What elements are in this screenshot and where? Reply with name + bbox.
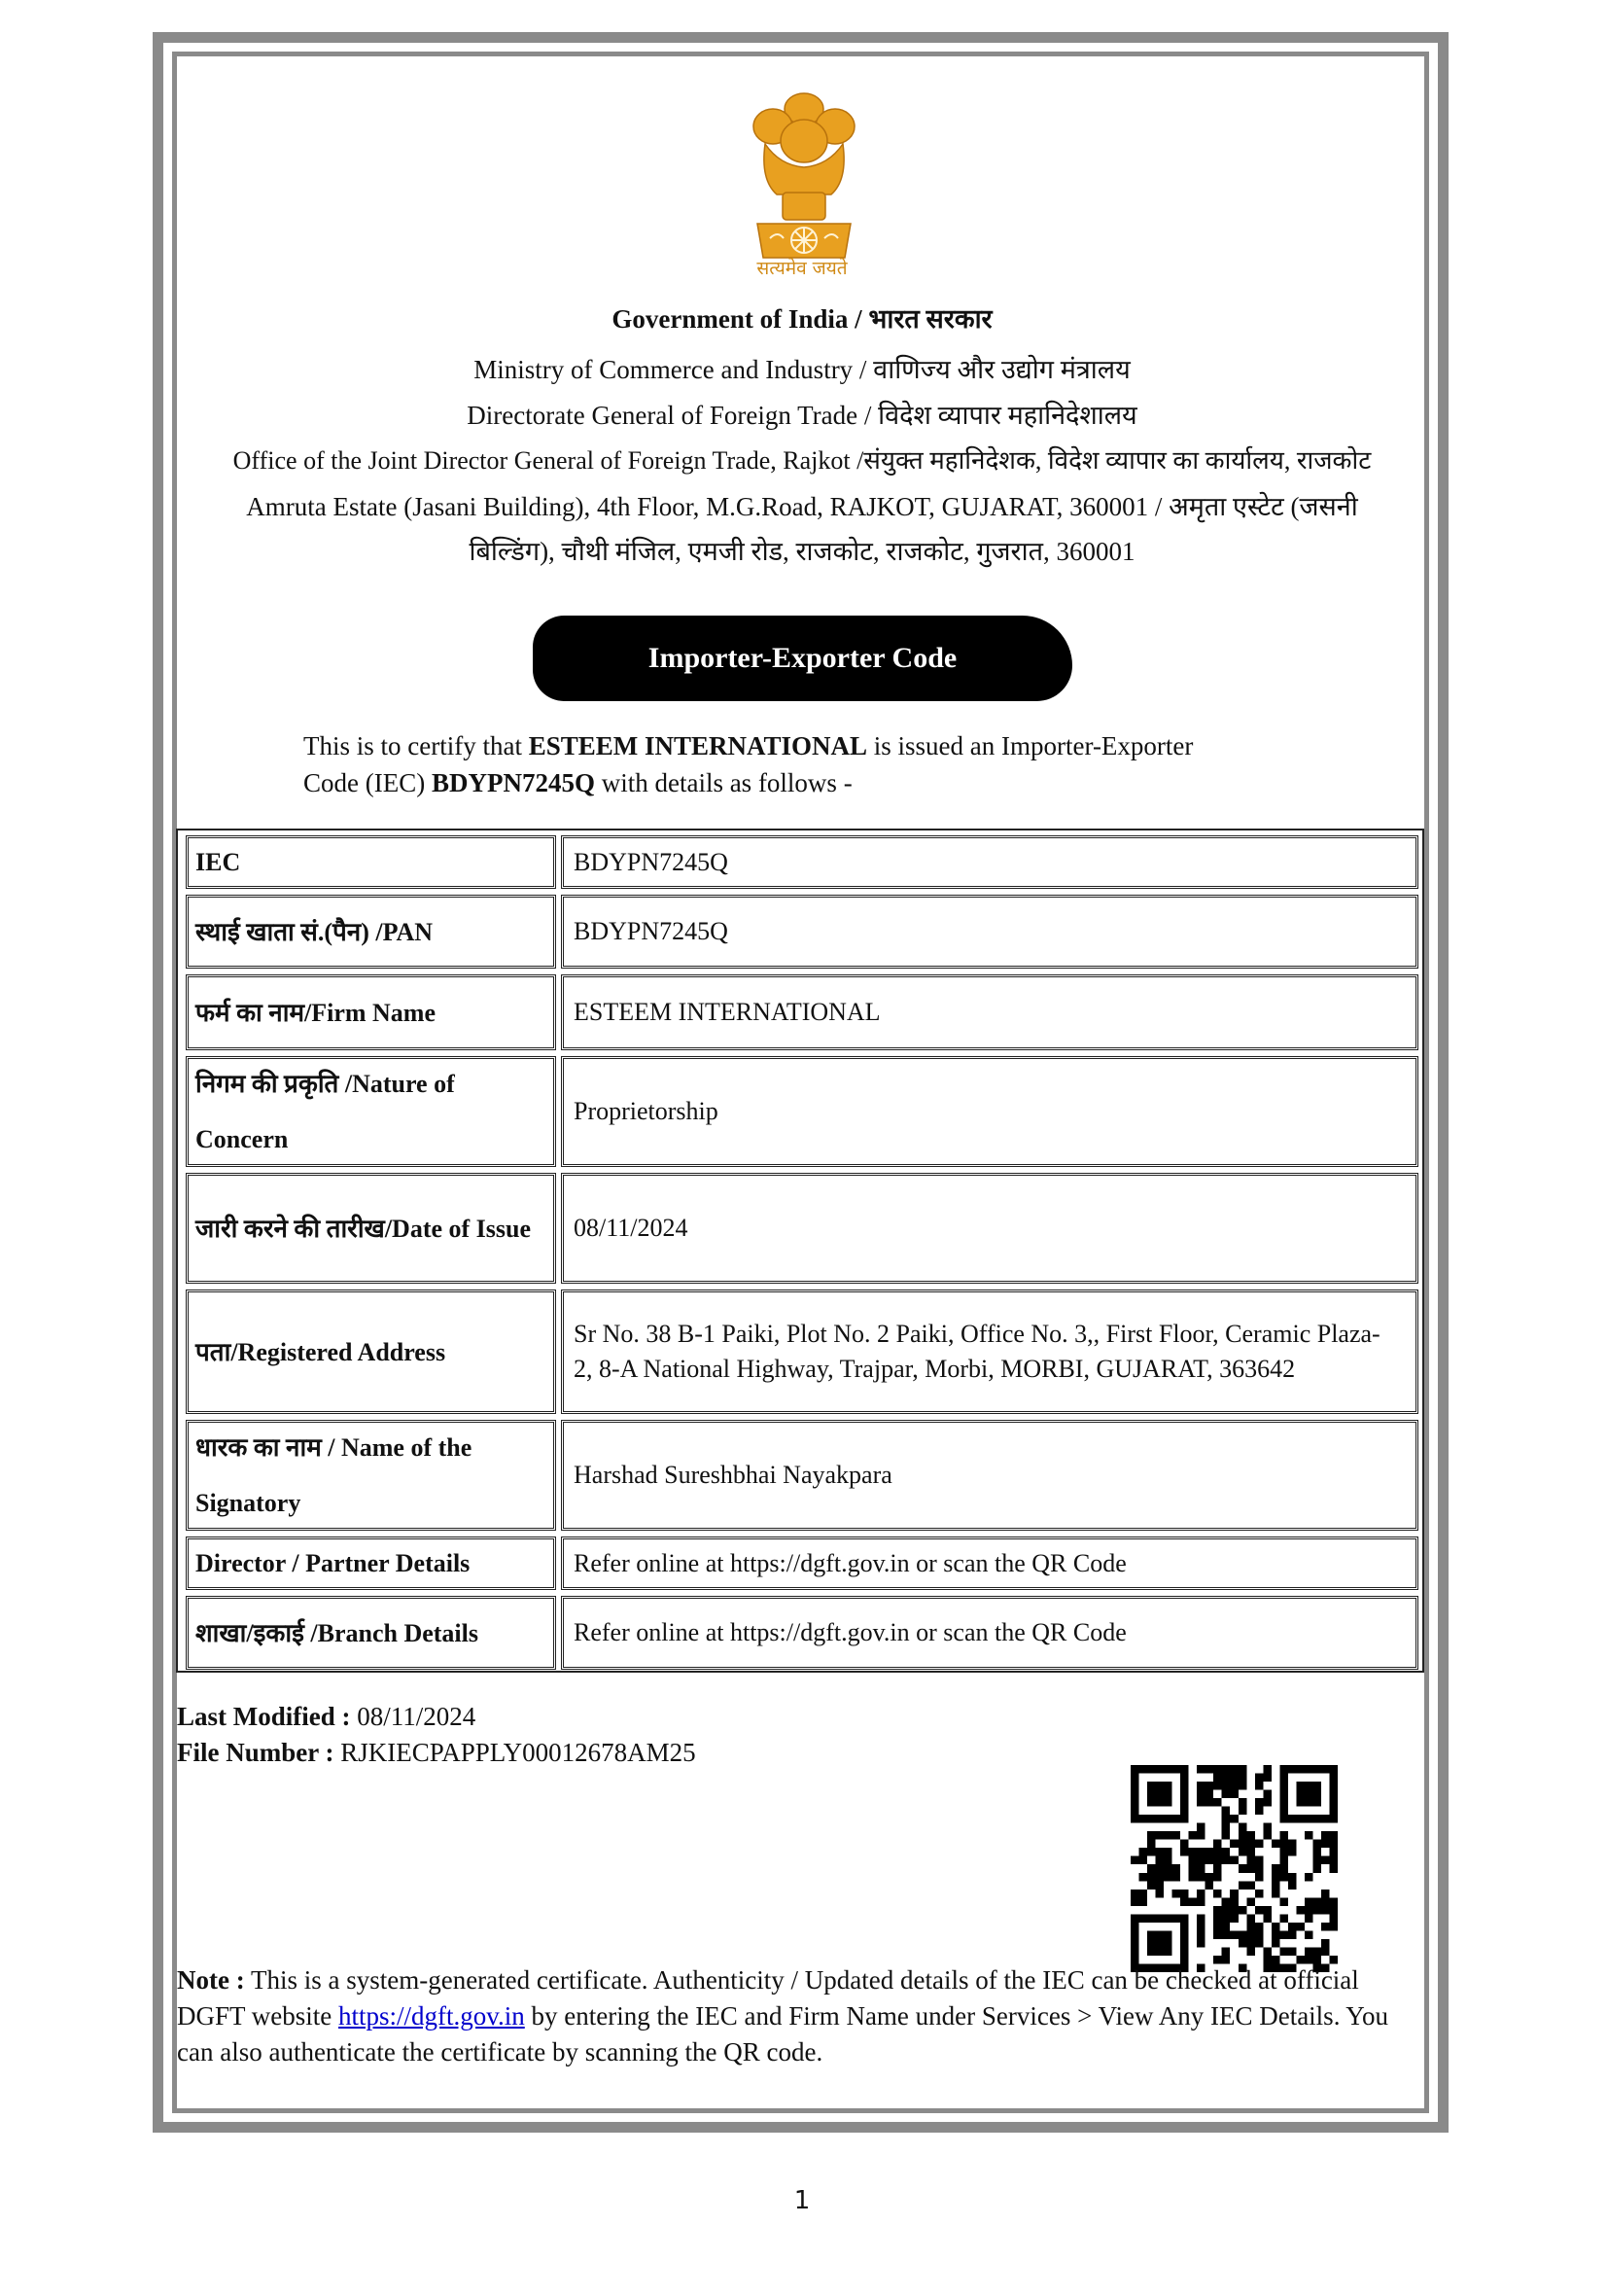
table-row	[182, 1173, 1418, 1284]
row-value: Sr No. 38 B-1 Paiki, Plot No. 2 Paiki, Office No. 3,, First Floor, Ceramic Plaza- 2, 8-A National Highway, Trajpar, Morbi, MORBI, GUJARAT, 363642	[561, 1289, 1418, 1414]
table-row	[182, 1056, 1418, 1167]
row-value: Harshad Sureshbhai Nayakpara	[561, 1420, 1418, 1531]
row-value: BDYPN7245Q	[561, 895, 1418, 969]
table-row	[182, 1420, 1418, 1531]
address-line-2: बिल्डिंग), चौथी मंजिल, एमजी रोड, राजकोट, राजकोट, गुजरात, 360001	[469, 537, 1135, 566]
row-label: फर्म का नाम/Firm Name	[186, 974, 556, 1050]
table-row	[182, 974, 1418, 1050]
emblem-motto: सत्यमेव जयते	[756, 258, 848, 279]
row-label: Director / Partner Details	[186, 1537, 556, 1590]
details-table	[176, 829, 1424, 1673]
table-row	[182, 1596, 1418, 1670]
qr-code-icon[interactable]	[1131, 1765, 1338, 1972]
row-label: जारी करने की तारीख/Date of Issue	[186, 1173, 556, 1284]
table-row	[182, 835, 1418, 889]
government-heading: Government of India / भारत सरकार	[611, 304, 993, 334]
file-number: File Number : RJKIECPAPPLY00012678AM25	[177, 1738, 696, 1767]
row-label: पता/Registered Address	[186, 1289, 556, 1414]
dgft-website-link[interactable]: https://dgft.gov.in	[338, 2001, 525, 2031]
last-modified: Last Modified : 08/11/2024	[177, 1702, 476, 1731]
address-line-1: Amruta Estate (Jasani Building), 4th Floor, M.G.Road, RAJKOT, GUJARAT, 360001 / अमृता एस्टेट (जसनी	[246, 492, 1358, 521]
row-value: Proprietorship	[561, 1056, 1418, 1167]
row-label: IEC	[186, 835, 556, 889]
row-value: Refer online at https://dgft.gov.in or scan the QR Code	[561, 1596, 1418, 1670]
national-emblem-icon	[736, 88, 872, 282]
file-number-value: RJKIECPAPPLY00012678AM25	[333, 1738, 696, 1767]
certification-statement: This is to certify that ESTEEM INTERNATIONAL is issued an Importer-Exporter Code (IEC) BDYPN7245Q with details as follows -	[303, 731, 1194, 797]
row-label: स्थाई खाता सं.(पैन) /PAN	[186, 895, 556, 969]
table-row	[182, 1289, 1418, 1414]
row-label: शाखा/इकाई /Branch Details	[186, 1596, 556, 1670]
row-value: Refer online at https://dgft.gov.in or scan the QR Code	[561, 1537, 1418, 1590]
note-label: Note :	[177, 1965, 245, 1995]
row-label: निगम की प्रकृति /Nature of Concern	[186, 1056, 556, 1167]
note-paragraph: Note : This is a system-generated certificate. Authenticity / Updated details of the IEC can be checked at official DGFT website https://dgft.gov.in by entering the IEC and Firm Name under Services > View Any IEC Details. You can also authenticate the certificate by scanning the QR code.	[177, 1965, 1388, 2066]
certificate-title: Importer-Exporter Code	[533, 616, 1072, 701]
directorate-line: Directorate General of Foreign Trade / विदेश व्यापार महानिदेशालय	[467, 401, 1137, 430]
office-line: Office of the Joint Director General of Foreign Trade, Rajkot /संयुक्त महानिदेशक, विदेश व्यापार का कार्यालय, राजकोट	[232, 446, 1372, 475]
certified-iec-code: BDYPN7245Q	[431, 768, 595, 797]
table-row	[182, 1537, 1418, 1590]
row-label: धारक का नाम / Name of the Signatory	[186, 1420, 556, 1531]
row-value: 08/11/2024	[561, 1173, 1418, 1284]
page-number: 1	[793, 2186, 811, 2215]
last-modified-value: 08/11/2024	[350, 1702, 476, 1731]
certified-firm-name: ESTEEM INTERNATIONAL	[528, 731, 868, 760]
row-value: ESTEEM INTERNATIONAL	[561, 974, 1418, 1050]
table-row	[182, 895, 1418, 969]
ministry-line: Ministry of Commerce and Industry / वाणिज्य और उद्योग मंत्रालय	[473, 355, 1131, 384]
row-value: BDYPN7245Q	[561, 835, 1418, 889]
